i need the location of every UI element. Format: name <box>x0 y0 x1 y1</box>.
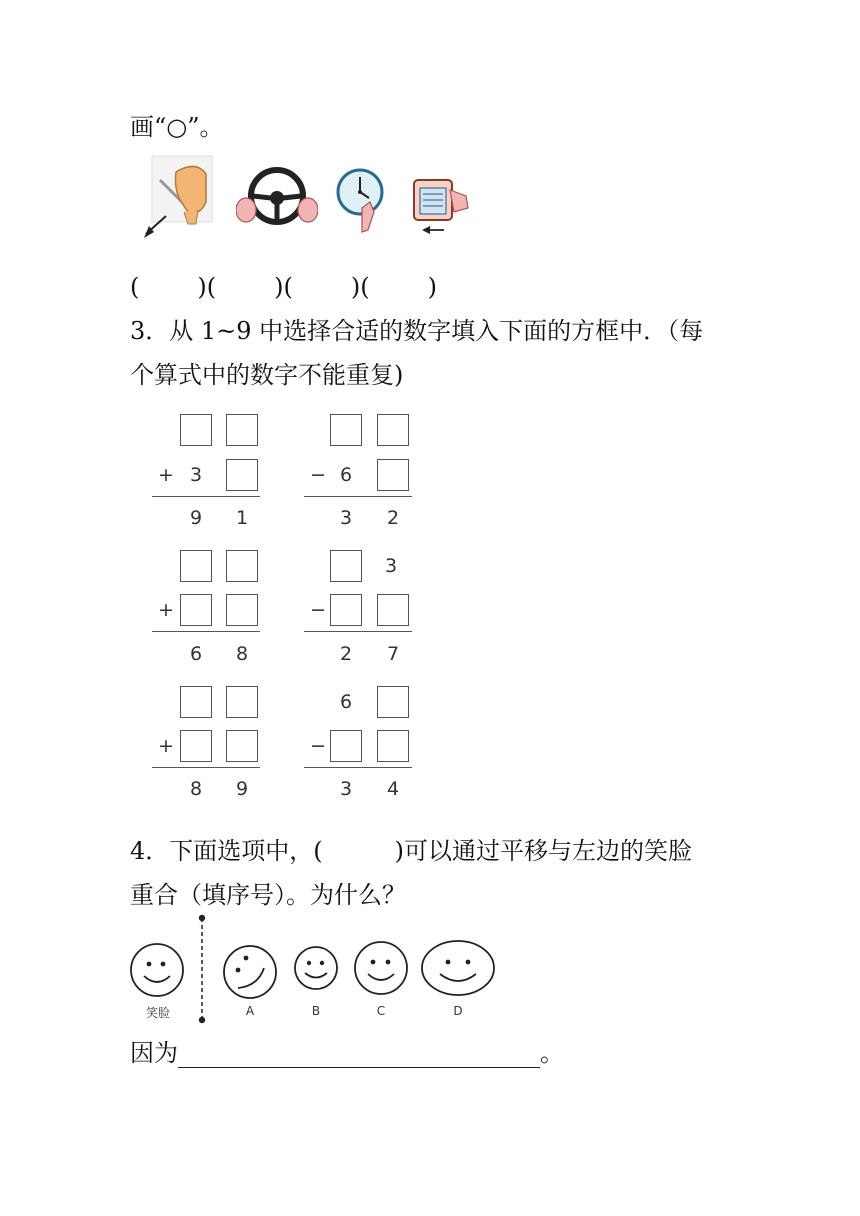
m3-ones-box[interactable] <box>377 686 409 718</box>
q2-pictures <box>140 152 480 244</box>
smiley-a-icon <box>224 946 276 998</box>
m1-diff-line <box>304 496 412 497</box>
drawer-push-icon <box>410 176 474 238</box>
m2-first-ones: 3 <box>384 555 398 577</box>
q2-instruction-tail: 画“○”。 <box>130 113 224 141</box>
face-label-c: C <box>376 1004 386 1018</box>
q4-line1-prefix: 4．下面选项中，( <box>130 837 323 865</box>
p1-result-ones: 1 <box>235 507 249 529</box>
blank-close: ) <box>427 273 437 301</box>
p1-second-ones-box[interactable] <box>226 459 258 491</box>
face-label-ref: 笑脸 <box>145 1006 170 1020</box>
p1-tens-box[interactable] <box>180 414 212 446</box>
minus-sign: − <box>310 735 326 757</box>
m3-first-tens: 6 <box>339 691 353 713</box>
p2-ones-box[interactable] <box>226 550 258 582</box>
plus-sign: + <box>158 599 174 621</box>
blank-open: ( <box>130 273 140 301</box>
p2-result-ones: 8 <box>235 643 249 665</box>
q2-answer-blanks <box>130 272 437 302</box>
m1-second-tens: 6 <box>339 464 353 486</box>
p2-tens-box[interactable] <box>180 550 212 582</box>
p1-second-tens: 3 <box>189 464 203 486</box>
p2-second-ones-box[interactable] <box>226 594 258 626</box>
m2-tens-box[interactable] <box>330 550 362 582</box>
m3-second-tens-box[interactable] <box>330 730 362 762</box>
m1-result-tens: 3 <box>339 507 353 529</box>
because-answer-line[interactable] <box>178 1041 540 1068</box>
smiley-b-icon <box>295 947 337 989</box>
minus-sign: − <box>310 599 326 621</box>
m1-tens-box[interactable] <box>330 414 362 446</box>
face-label-d: D <box>453 1004 463 1018</box>
m2-diff-line <box>304 631 412 632</box>
m2-result-tens: 2 <box>339 643 353 665</box>
m3-second-ones-box[interactable] <box>377 730 409 762</box>
face-label-a: A <box>245 1004 255 1018</box>
q4-because-line <box>130 1038 564 1068</box>
p2-sum-line <box>152 631 260 632</box>
p2-second-tens-box[interactable] <box>180 594 212 626</box>
p1-result-tens: 9 <box>189 507 203 529</box>
p3-second-ones-box[interactable] <box>226 730 258 762</box>
plus-sign: + <box>158 735 174 757</box>
p3-result-tens: 8 <box>189 778 203 800</box>
face-label-b: B <box>311 1004 321 1018</box>
blank-sep: )( <box>350 273 370 301</box>
hand-lever-icon <box>140 152 216 242</box>
minus-sign: − <box>310 464 326 486</box>
smiley-c-icon <box>355 942 407 994</box>
m3-diff-line <box>304 767 412 768</box>
p1-sum-line <box>152 496 260 497</box>
because-end: 。 <box>540 1039 564 1067</box>
p1-ones-box[interactable] <box>226 414 258 446</box>
because-label: 因为 <box>130 1039 178 1067</box>
q4-instruction-line1 <box>130 836 692 866</box>
m2-result-ones: 7 <box>386 643 400 665</box>
reference-smiley-icon <box>131 944 183 996</box>
m1-result-ones: 2 <box>386 507 400 529</box>
m3-result-tens: 3 <box>339 778 353 800</box>
m2-second-ones-box[interactable] <box>377 594 409 626</box>
smiley-d-icon <box>422 941 494 995</box>
p3-result-ones: 9 <box>235 778 249 800</box>
m1-second-ones-box[interactable] <box>377 459 409 491</box>
q4-line1-suffix: )可以通过平移与左边的笑脸 <box>394 837 693 865</box>
p3-ones-box[interactable] <box>226 686 258 718</box>
m3-result-ones: 4 <box>386 778 400 800</box>
q4-instruction-line2: 重合（填序号）。为什么？ <box>130 881 406 909</box>
p2-result-tens: 6 <box>189 643 203 665</box>
blank-sep: )( <box>274 273 293 301</box>
p3-sum-line <box>152 767 260 768</box>
steering-wheel-icon <box>236 166 318 230</box>
q3-instruction-line1: 3．从 1~9 中选择合适的数字填入下面的方框中．（每 <box>130 317 704 345</box>
p3-second-tens-box[interactable] <box>180 730 212 762</box>
p3-tens-box[interactable] <box>180 686 212 718</box>
clock-icon <box>336 162 386 240</box>
blank-sep: )( <box>197 273 217 301</box>
q3-instruction-line2: 个算式中的数字不能重复) <box>130 361 404 389</box>
plus-sign: + <box>158 464 174 486</box>
m2-second-tens-box[interactable] <box>330 594 362 626</box>
m1-ones-box[interactable] <box>377 414 409 446</box>
